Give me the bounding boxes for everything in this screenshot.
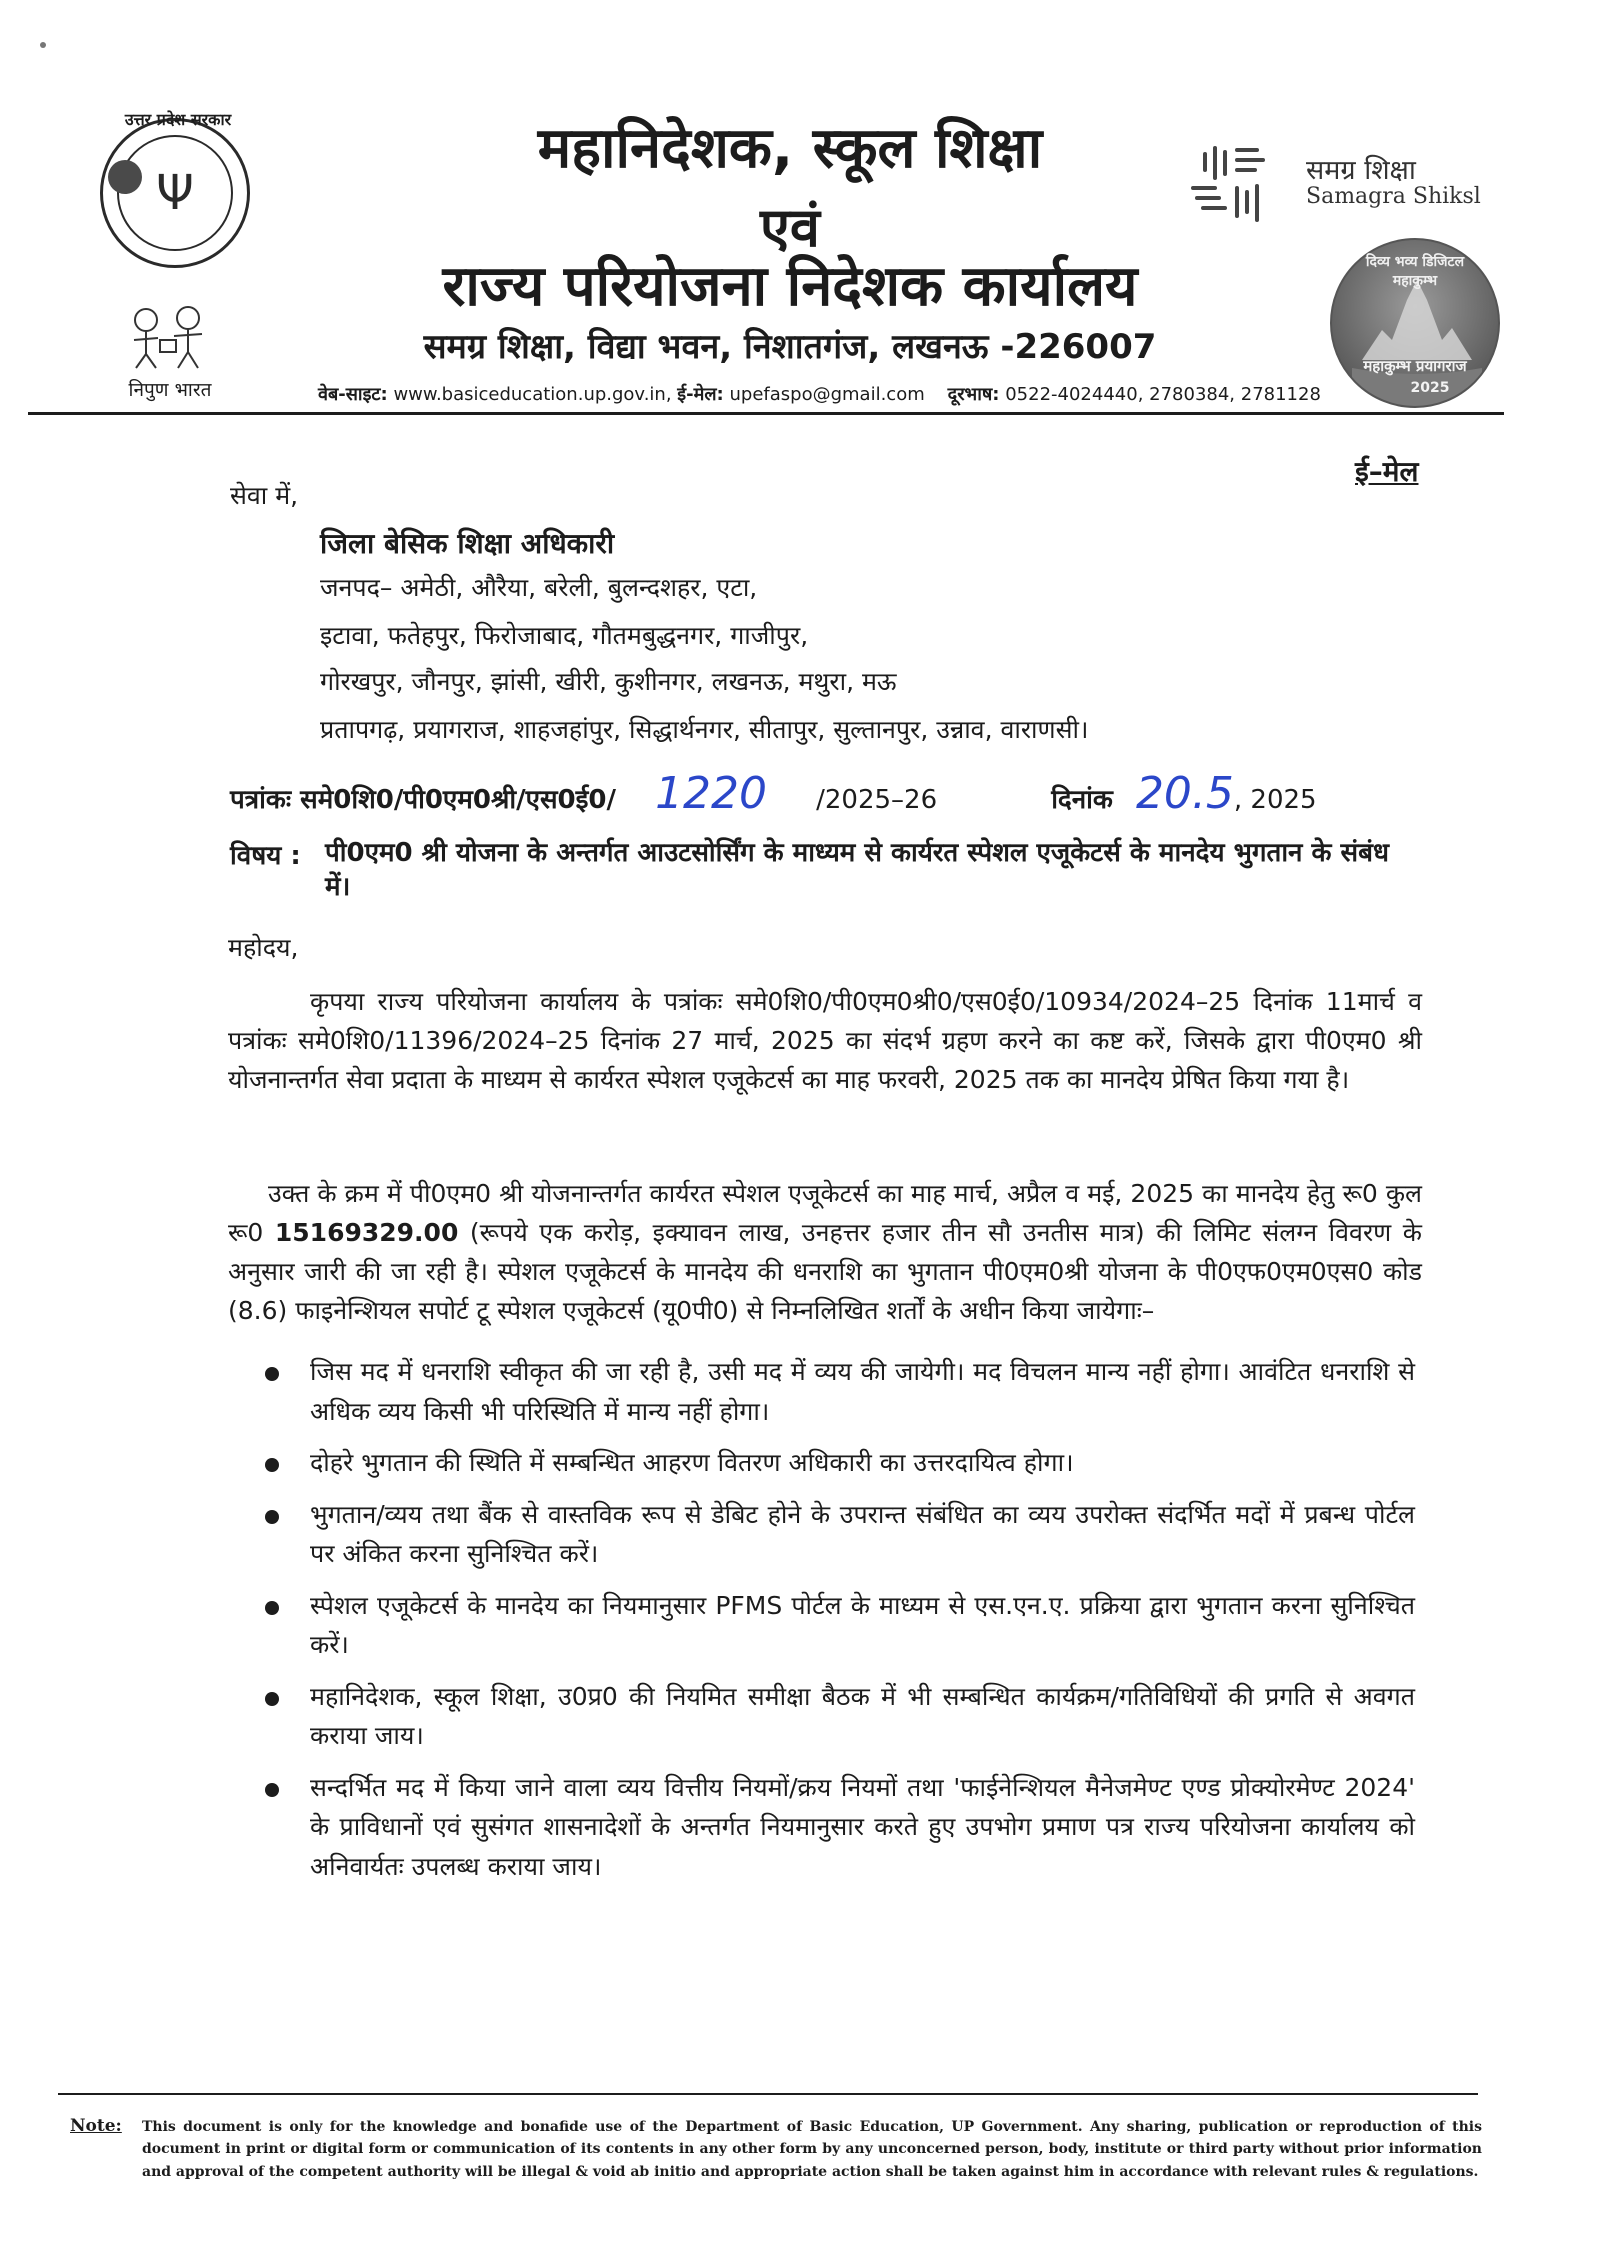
condition-item: भुगतान/व्यय तथा बैंक से वास्तविक रूप से डेबिट होने के उपरान्त संबंधित का व्यय उपरोक्त संदर्भित मदों में प्रबन्ध पोर्टल पर अंकित करना सुनिश्चित करें। <box>265 1495 1415 1574</box>
condition-item: सन्दर्भित मद में किया जाने वाला व्यय वित्तीय नियमों/क्रय नियमों तथा 'फाईनेन्शियल मैनेजमेण्ट एण्ड प्रोक्योरमेण्ट 2024' के प्राविधानों एवं सुसंगत शासनादेशों के अन्तर्गत नियमानुसार करते हुए उपभोग प्रमाण पत्र राज्य परियोजना कार्यालय को अनिवार्यतः उपलब्ध कराया जाय। <box>265 1768 1415 1887</box>
district-line-1: जनपद– अमेठी, औरैया, बरेली, बुलन्दशहर, एटा, <box>320 573 758 602</box>
date-year: , 2025 <box>1233 785 1317 815</box>
office-address: समग्र शिक्षा, विद्या भवन, निशातगंज, लखनऊ -226007 <box>423 327 1157 367</box>
email-label: ई-मेल: <box>677 384 724 405</box>
emblem-text: उत्तर प्रदेश सरकार <box>124 110 232 129</box>
bullet-icon <box>265 1692 279 1706</box>
footer-divider <box>58 2093 1478 2095</box>
website-label: वेब-साइट: <box>318 384 388 405</box>
addressee: जिला बेसिक शिक्षा अधिकारी <box>320 527 615 560</box>
bullet-icon <box>265 1510 279 1524</box>
condition-item: जिस मद में धनराशि स्वीकृत की जा रही है, उसी मद में व्यय की जायेगी। मद विचलन मान्य नहीं होगा। आवंटित धनराशि से अधिक व्यय किसी भी परिस्थिति में मान्य नहीं होगा। <box>265 1352 1415 1431</box>
nipun-bharat-label: निपुण भारत <box>128 379 212 401</box>
bullet-icon <box>265 1783 279 1797</box>
nipun-bharat-logo-icon <box>108 300 228 370</box>
date-handwritten: 20.5 <box>1135 768 1234 819</box>
mahakumbh-year: 2025 <box>1410 380 1450 396</box>
bullet-icon <box>265 1458 279 1472</box>
header-divider <box>28 412 1504 415</box>
phone-label: दूरभाष: <box>947 384 1000 405</box>
reference-number-handwritten: 1220 <box>655 768 768 819</box>
email-link[interactable]: upefaspo@gmail.com <box>729 384 925 405</box>
note-label: Note: <box>70 2116 122 2136</box>
reference-prefix: पत्रांकः समे0शि0/पी0एम0श्री/एस0ई0/ <box>230 785 616 815</box>
district-line-3: गोरखपुर, जौनपुर, झांसी, खीरी, कुशीनगर, लखनऊ, मथुरा, मऊ <box>320 667 897 696</box>
date-label: दिनांक <box>1051 785 1113 815</box>
note-text: This document is only for the knowledge and bonafide use of the Department of Basic Education, UP Government. Any sharing, publication or reproduction of this document in print or digital form or communication of its contents in any other form by any unconcerned person, body, institute or third party without prior information and approval of the competent authority will be illegal & void ab initio and appropriate action shall be taken against him in accordance with relevant rules & regulations. <box>142 2119 1482 2180</box>
paragraph-2-part-a: उक्त के क्रम में पी0एम0 श्री योजनान्तर्गत कार्यरत स्पेशल एजूकेटर्स का माह मार्च, अप्रैल व मई, 2025 का मानदेय हेतु रू0 कुल रू0 <box>228 1179 1422 1247</box>
condition-item: महानिदेशक, स्कूल शिक्षा, उ0प्र0 की नियमित समीक्षा बैठक में भी सम्बन्धित कार्यक्रम/गतिविधियों की प्रगति से अवगत कराया जाय। <box>265 1677 1415 1756</box>
bullet-icon <box>265 1367 279 1381</box>
bullet-icon <box>265 1601 279 1615</box>
subject-label: विषय : <box>230 841 301 871</box>
sanctioned-amount: 15169329.00 <box>274 1218 459 1247</box>
salutation: महोदय, <box>228 933 299 962</box>
email-tag: ई–मेल <box>1355 455 1419 488</box>
subject-text: पी0एम0 श्री योजना के अन्तर्गत आउटसोर्सिंग के माध्यम से कार्यरत स्पेशल एजूकेटर्स के मानदेय भुगतान के संबंध में। <box>325 838 1389 903</box>
office-title-line1: महानिदेशक, स्कूल शिक्षा <box>537 116 1043 181</box>
samagra-shiksha-hindi: समग्र शिक्षा <box>1306 155 1416 186</box>
condition-item: स्पेशल एजूकेटर्स के मानदेय का नियमानुसार PFMS पोर्टल के माध्यम से एस.एन.ए. प्रक्रिया द्वारा भुगतान करना सुनिश्चित करें। <box>265 1586 1415 1665</box>
mahakumbh-mid-text: महाकुम्भ प्रयागराज <box>1363 357 1467 375</box>
paragraph-2-part-b: (रूपये एक करोड़, इक्यावन लाख, उनहत्तर हजार तीन सौ उनतीस मात्र) की लिमिट संलग्न विवरण के अनुसार जारी की जा रही है। स्पेशल एजूकेटर्स के मानदेय की धनराशि का भुगतान पी0एम0श्री योजना के पी0एफ0एम0एस0 कोड (8.6) फाइनेन्शियल सपोर्ट टू स्पेशल एजूकेटर्स (यू0पी0) से निम्नलिखित शर्तों के अधीन किया जायेगाः– <box>228 1218 1422 1325</box>
contact-line <box>318 382 1321 406</box>
website-link[interactable]: www.basiceducation.up.gov.in, <box>393 384 672 405</box>
seva-mein: सेवा में, <box>230 481 299 510</box>
paragraph-1: कृपया राज्य परियोजना कार्यालय के पत्रांकः समे0शि0/पी0एम0श्री0/एस0ई0/10934/2024–25 दिनांक 11मार्च व पत्रांकः समे0शि0/11396/2024–25 दिनांक 27 मार्च, 2025 का संदर्भ ग्रहण करने का कष्ट करें, जिसके द्वारा पी0एम0 श्री योजनान्तर्गत सेवा प्रदाता के माध्यम से कार्यरत स्पेशल एजूकेटर्स का माह फरवरी, 2025 तक का मानदेय प्रेषित किया गया है। <box>228 987 1422 1094</box>
paragraph-2 <box>228 1174 1422 1330</box>
reference-year: /2025–26 <box>816 785 938 815</box>
conditions-list <box>265 1352 1415 1898</box>
office-title-line3: राज्य परियोजना निदेशक कार्यालय <box>442 254 1138 319</box>
scan-speck <box>40 42 46 48</box>
samagra-shiksha-english: Samagra Shiksl <box>1306 184 1481 209</box>
emblem-punch-hole <box>108 160 142 194</box>
district-line-4: प्रतापगढ़, प्रयागराज, शाहजहांपुर, सिद्धार्थनगर, सीतापुर, सुल्तानपुर, उन्नाव, वाराणसी। <box>320 715 1089 744</box>
reference-line <box>230 768 1317 819</box>
emblem-trident-icon: Ψ <box>117 135 233 251</box>
mahakumbh-top-text: दिव्य भव्य डिजिटल महाकुम्भ <box>1365 254 1465 289</box>
office-title-line2: एवं <box>760 196 820 259</box>
phone-numbers: 0522-4024440, 2780384, 2781128 <box>1005 384 1321 405</box>
samagra-shiksha-logo-icon <box>1185 140 1275 230</box>
district-line-2: इटावा, फतेहपुर, फिरोजाबाद, गौतमबुद्धनगर, गाजीपुर, <box>320 621 809 650</box>
condition-item: दोहरे भुगतान की स्थिति में सम्बन्धित आहरण वितरण अधिकारी का उत्तरदायित्व होगा। <box>265 1443 1415 1483</box>
